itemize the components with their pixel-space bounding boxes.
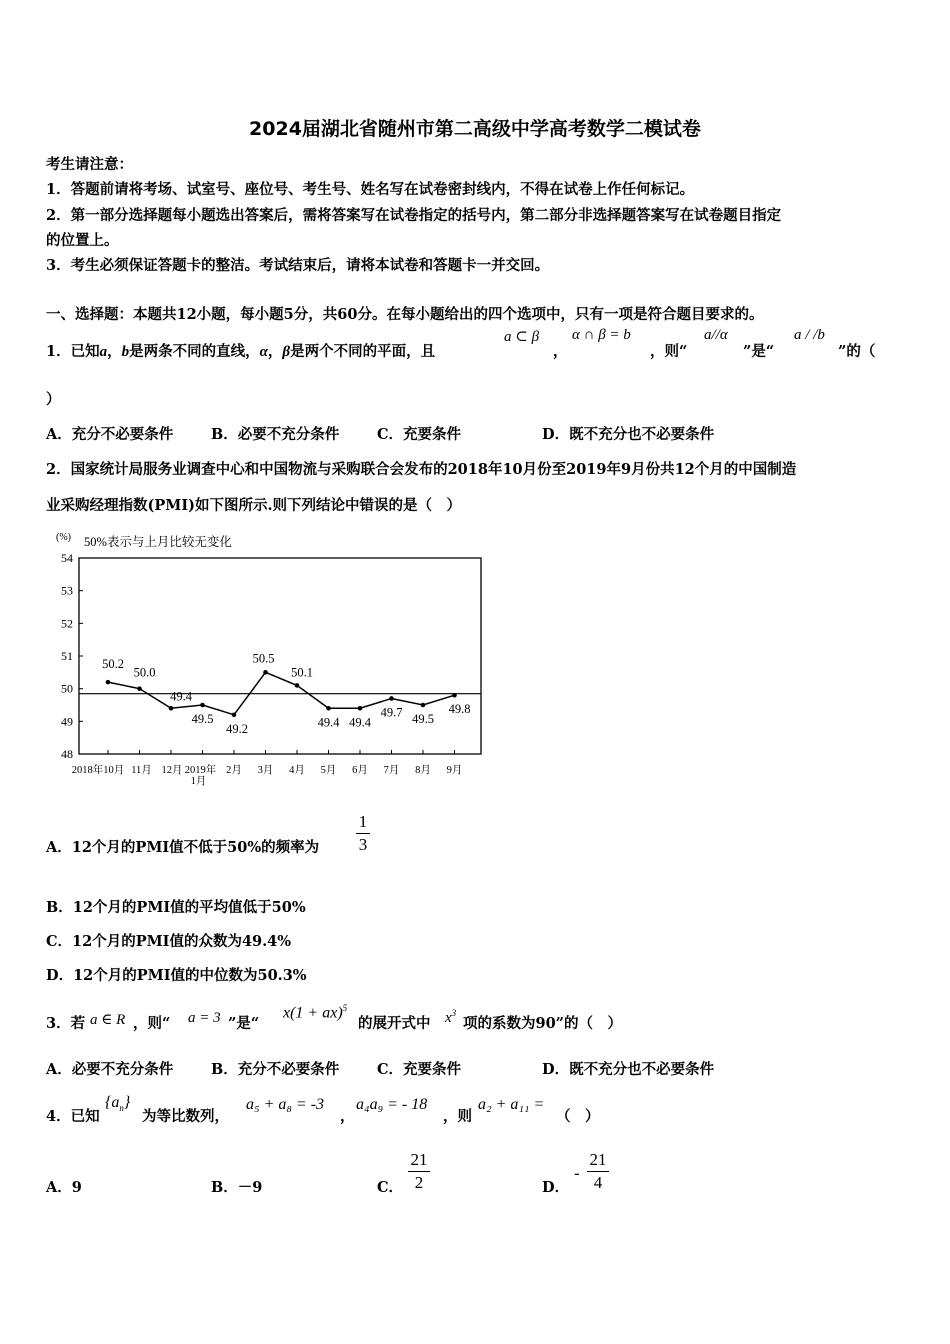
pmi-line-chart [44,524,484,794]
chart-y-unit: (%) [56,532,71,543]
data-label: 50.2 [102,657,124,672]
y-tick-label: 51 [61,649,73,663]
fraction-bar [356,833,370,834]
q4-option-d-label: D． [542,1179,570,1196]
q1-var-beta: β [282,344,291,360]
notice-item-2: 2．第一部分选择题每小题选出答案后，需将答案写在试卷指定的括号内，第二部分非选择题答案写在试卷题目指定 [46,207,782,224]
data-point [263,670,268,675]
x-tick-label: 7月 [383,765,400,776]
q3-formula-binomial [283,1003,347,1022]
data-label: 49.4 [317,715,340,730]
q1-comma: ， [553,343,568,360]
question-1-stem [46,340,435,361]
q1-option-d: D．既不充分也不必要条件 [542,426,715,443]
chart-title: 50%表示与上月比较无变化 [84,535,232,549]
data-point [137,686,142,691]
q1-text-is: ”是“ [743,343,775,360]
q1-var-alpha: α [259,344,268,360]
q2-option-b: B．12个月的PMI值的平均值低于50% [46,899,306,916]
q2-option-a: A．12个月的PMI值不低于50%的频率为 [46,839,320,856]
data-point [421,703,426,708]
fraction-numerator: 21 [589,1150,607,1169]
q3-formula-a-equals: a = 3 [188,1010,221,1026]
question-2-line-1: 2．国家统计局服务业调查中心和中国物流与采购联合会发布的2018年10月份至2019年9月份共12个月的中国制造 [46,461,797,478]
data-label: 49.5 [191,712,214,726]
q1-formula-parallel-plane: a//α [704,327,728,343]
question-2-line-2: 业采购经理指数(PMI)如下图所示.则下列结论中错误的是（ ） [46,497,462,514]
data-point [358,706,363,711]
q1-text-of: ”的（ [838,343,876,360]
q1-option-a: A．充分不必要条件 [46,426,174,443]
q4-option-c-fraction [408,1150,430,1193]
q3-option-c: C．充要条件 [377,1061,462,1078]
data-label: 50.0 [133,665,156,680]
q4-text-geometric: 为等比数列， [142,1108,229,1125]
fraction-numerator: 21 [410,1150,428,1169]
q3-x: x [445,1010,452,1026]
q4-option-d-sign: - [574,1164,580,1184]
q3-text-if: 3．若 [46,1015,86,1032]
q1-close-paren: ） [46,391,61,408]
q1-option-b: B．必要不充分条件 [211,426,340,443]
data-label: 49.8 [448,702,471,717]
x-tick-label: 2018年10月 [71,765,125,776]
q1-formula-parallel-lines: a / /b [794,327,825,343]
y-tick-label: 53 [61,583,73,598]
page-title: 2024届湖北省随州市第二高级中学高考数学二模试卷 [249,118,701,140]
y-tick-label: 50 [61,681,73,696]
q4-formula-target: a₂ + a₁₁ = [478,1096,545,1113]
data-label: 49.4 [349,715,371,730]
data-point [106,680,111,685]
q1-formula-subset: a ⊂ β [504,329,540,345]
fraction-denominator: 2 [414,1173,424,1192]
q4-formula-product: a₄a₉ = - 18 [356,1096,428,1113]
q4-formula-sequence [105,1094,130,1113]
q4-option-b: B．－9 [211,1179,263,1196]
x-tick-label: 2019年 [184,765,217,776]
data-label: 49.4 [170,689,192,704]
q1-text: 1．已知 [46,343,100,360]
q1-text: 是两条不同的直线， [129,343,260,360]
data-point [452,693,457,698]
x-tick-label: 2月 [226,765,242,776]
q1-text-then: ，则“ [650,343,688,360]
y-tick-label: 54 [61,551,73,565]
x-tick-label: 1月 [190,776,207,787]
q4-text-given: 4．已知 [46,1108,100,1125]
q3-option-d: D．既不充分也不必要条件 [542,1061,715,1078]
data-label: 49.7 [380,705,403,720]
y-tick-label: 48 [61,747,73,761]
q4-option-a: A．9 [46,1179,82,1196]
q3-binomial-exponent: 5 [342,1003,348,1013]
q1-text: 是两个不同的平面，且 [290,343,436,360]
q3-option-b: B．充分不必要条件 [211,1061,340,1078]
x-tick-label: 6月 [352,765,368,776]
q4-seq-subscript: n [119,1103,124,1114]
data-point [326,706,331,711]
q4-text-then: ，则 [443,1108,472,1125]
q4-option-d-fraction [587,1150,609,1193]
q4-option-c-label: C． [377,1179,404,1196]
notice-item-2-cont: 的位置上。 [46,232,119,249]
fraction-bar [587,1171,609,1172]
x-tick-label: 8月 [415,765,431,776]
q3-text-coefficient: 项的系数为90”的（ ） [463,1015,623,1032]
q1-var-a: a [99,344,108,360]
y-tick-label: 52 [61,616,73,631]
data-label: 50.1 [291,665,313,680]
data-point [232,713,237,718]
q1-text: ， [267,343,283,360]
x-tick-label: 4月 [289,765,305,776]
q3-option-a: A．必要不充分条件 [46,1061,174,1078]
q3-x-exponent: 3 [451,1008,457,1018]
q1-formula-intersection: α ∩ β = b [572,327,631,343]
fraction-denominator: 3 [358,835,368,854]
q1-option-c: C．充要条件 [377,426,462,443]
data-point [295,683,300,688]
fraction-bar [408,1171,430,1172]
x-tick-label: 5月 [320,765,337,776]
x-tick-label: 11月 [131,765,152,776]
data-label: 49.2 [226,721,248,736]
section-heading: 一、选择题：本题共12小题，每小题5分，共60分。在每小题给出的四个选项中，只有一项是符合题目要求的。 [46,306,764,323]
notice-item-1: 1．答题前请将考场、试室号、座位号、考生号、姓名写在试卷密封线内，不得在试卷上作任何标记。 [46,181,695,198]
data-point [389,696,394,701]
q2-option-a-fraction [356,812,370,855]
data-point [169,706,174,711]
q1-var-b: b [121,344,130,360]
q3-text-is: ”是“ [228,1015,260,1032]
q4-formula-sum: a₅ + a₈ = -3 [246,1096,325,1113]
q2-option-c: C．12个月的PMI值的众数为49.4% [46,933,292,950]
q4-seq-open: {a [105,1094,120,1111]
q2-option-d: D．12个月的PMI值的中位数为50.3% [46,967,307,984]
x-tick-label: 12月 [161,765,183,776]
x-tick-label: 9月 [446,765,463,776]
q4-paren: （ ） [556,1108,600,1125]
q3-formula-real: a ∈ R [90,1012,126,1028]
data-label: 49.5 [412,712,434,726]
q4-seq-close: } [123,1094,131,1111]
q4-comma: ， [340,1108,355,1125]
notice-item-3: 3．考生必须保证答题卡的整洁。考试结束后，请将本试卷和答题卡一并交回。 [46,257,550,274]
q3-binomial-base: x(1 + ax) [283,1004,343,1022]
fraction-numerator: 1 [358,812,368,831]
data-label: 50.5 [252,651,275,666]
q1-text: ， [107,343,122,360]
fraction-denominator: 4 [593,1173,603,1192]
x-tick-label: 3月 [257,765,274,776]
q3-text-expansion: 的展开式中 [358,1015,431,1032]
q3-text-then: ，则“ [133,1015,171,1032]
q3-formula-x-cubed [445,1008,456,1027]
y-tick-label: 49 [61,714,73,729]
notice-heading: 考生请注意： [46,156,133,173]
data-point [200,703,205,708]
